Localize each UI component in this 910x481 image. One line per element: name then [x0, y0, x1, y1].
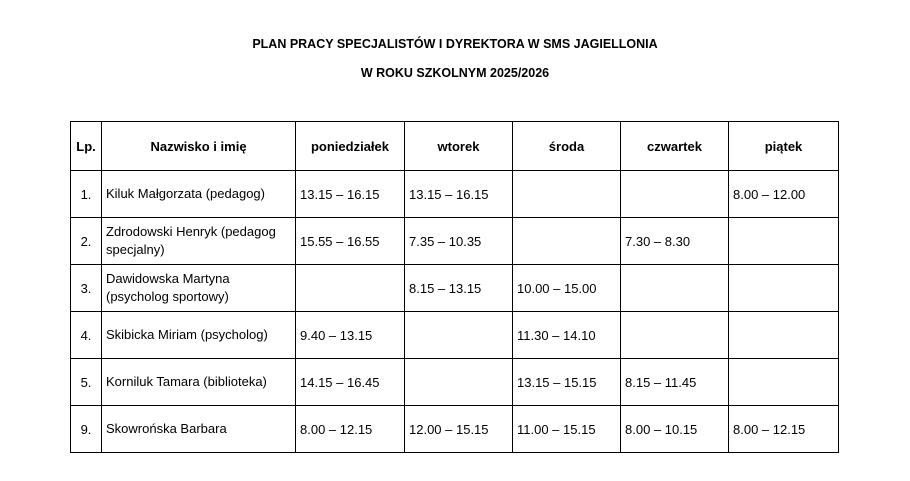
- cell-lp: 3.: [71, 265, 102, 312]
- cell-friday: 8.00 – 12.15: [729, 406, 839, 453]
- header-monday: poniedziałek: [296, 122, 405, 171]
- cell-wednesday: 10.00 – 15.00: [513, 265, 621, 312]
- cell-wednesday: 11.30 – 14.10: [513, 312, 621, 359]
- table-row: [71, 171, 839, 218]
- cell-tuesday: 7.35 – 10.35: [405, 218, 513, 265]
- cell-lp: 2.: [71, 218, 102, 265]
- header-wednesday: środa: [513, 122, 621, 171]
- cell-friday: [729, 312, 839, 359]
- schedule-table: [70, 121, 839, 453]
- cell-friday: [729, 359, 839, 406]
- header-thursday: czwartek: [621, 122, 729, 171]
- document-subtitle: W ROKU SZKOLNYM 2025/2026: [360, 66, 550, 80]
- cell-wednesday: [513, 218, 621, 265]
- table-row: [71, 218, 839, 265]
- cell-wednesday: 13.15 – 15.15: [513, 359, 621, 406]
- cell-monday: 15.55 – 16.55: [296, 218, 405, 265]
- cell-friday: 8.00 – 12.00: [729, 171, 839, 218]
- cell-friday: [729, 265, 839, 312]
- cell-tuesday: 12.00 – 15.15: [405, 406, 513, 453]
- cell-thursday: [621, 265, 729, 312]
- table-row: [71, 406, 839, 453]
- header-name: Nazwisko i imię: [102, 122, 296, 171]
- cell-lp: 9.: [71, 406, 102, 453]
- cell-thursday: 8.15 – 11.45: [621, 359, 729, 406]
- cell-wednesday: 11.00 – 15.15: [513, 406, 621, 453]
- table-row: [71, 359, 839, 406]
- cell-name: Skibicka Miriam (psycholog): [102, 312, 296, 359]
- cell-tuesday: 8.15 – 13.15: [405, 265, 513, 312]
- header-row: [71, 122, 839, 171]
- cell-monday: 13.15 – 16.15: [296, 171, 405, 218]
- cell-name: Dawidowska Martyna (psycholog sportowy): [102, 265, 296, 312]
- cell-lp: 5.: [71, 359, 102, 406]
- header-lp: Lp.: [71, 122, 102, 171]
- header-tuesday: wtorek: [405, 122, 513, 171]
- cell-thursday: 8.00 – 10.15: [621, 406, 729, 453]
- cell-thursday: [621, 171, 729, 218]
- document-title: PLAN PRACY SPECJALISTÓW I DYREKTORA W SMS JAGIELLONIA: [252, 37, 658, 51]
- table-row: [71, 312, 839, 359]
- table-row: [71, 265, 839, 312]
- cell-name: Skowrońska Barbara: [102, 406, 296, 453]
- cell-monday: [296, 265, 405, 312]
- cell-tuesday: [405, 359, 513, 406]
- header-friday: piątek: [729, 122, 839, 171]
- cell-lp: 4.: [71, 312, 102, 359]
- cell-monday: 9.40 – 13.15: [296, 312, 405, 359]
- cell-tuesday: [405, 312, 513, 359]
- cell-name: Kiluk Małgorzata (pedagog): [102, 171, 296, 218]
- cell-tuesday: 13.15 – 16.15: [405, 171, 513, 218]
- cell-thursday: 7.30 – 8.30: [621, 218, 729, 265]
- cell-lp: 1.: [71, 171, 102, 218]
- cell-wednesday: [513, 171, 621, 218]
- cell-name: Korniluk Tamara (biblioteka): [102, 359, 296, 406]
- cell-name: Zdrodowski Henryk (pedagog specjalny): [102, 218, 296, 265]
- cell-thursday: [621, 312, 729, 359]
- cell-monday: 14.15 – 16.45: [296, 359, 405, 406]
- cell-monday: 8.00 – 12.15: [296, 406, 405, 453]
- cell-friday: [729, 218, 839, 265]
